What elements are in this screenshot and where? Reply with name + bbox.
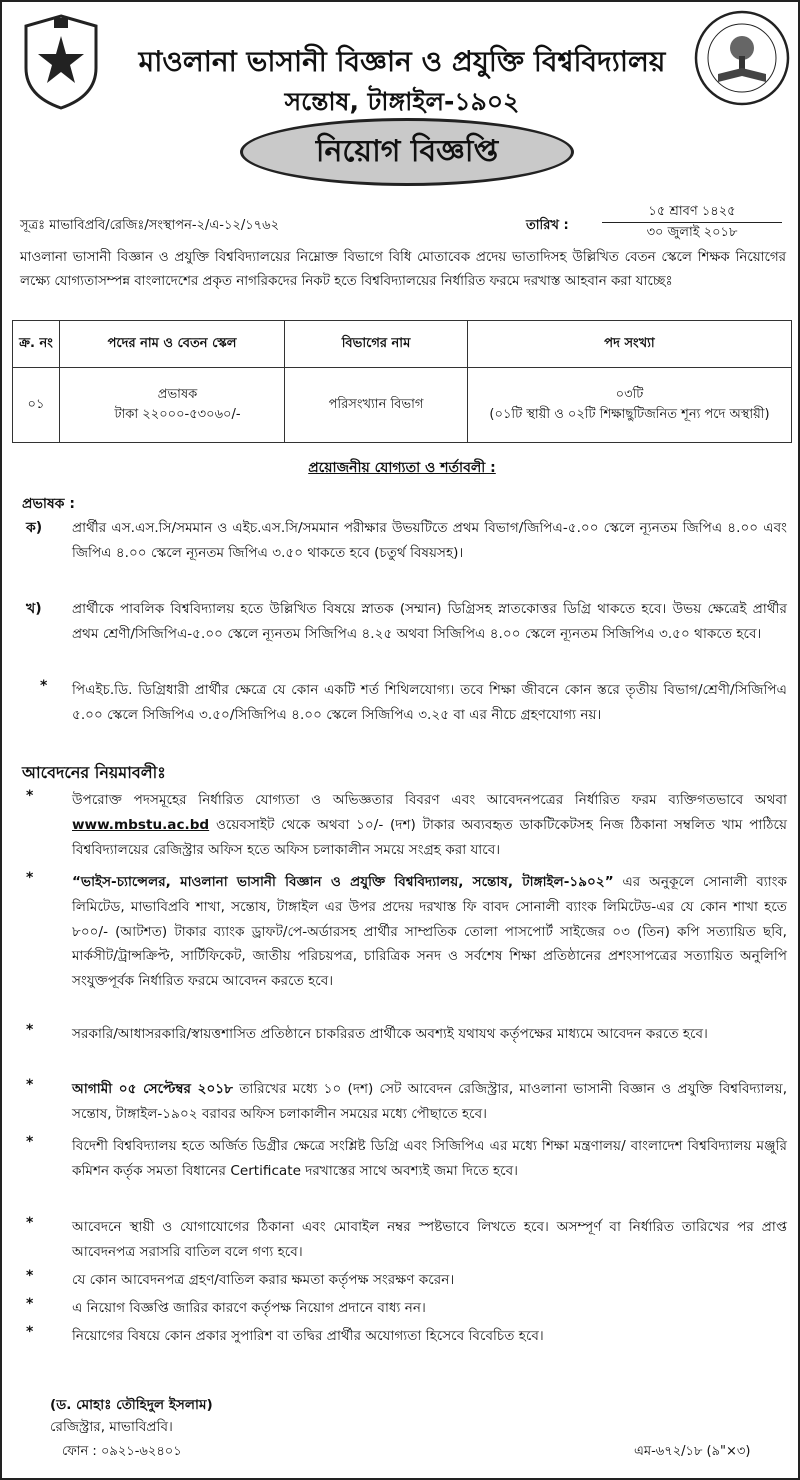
condition-item-1: প্রার্থীর এস.এস.সি/সমমান ও এইচ.এস.সি/সমমান পরীক্ষার উভয়টিতে প্রথম বিভাগ/জিপিএ-৫.০০ স্কেলে ন্যূনতম জিপিএ ৪.০০ এবং জিপিএ ৪.০০ স্কেলে ন্যূনতম জিপিএ ৩.৫০ থাকতে হবে (চতুর্থ বিষয়সহ)। [72,520,787,561]
rule-bullet: * [26,1134,34,1150]
rule-bullet: * [26,1296,34,1312]
signatory-designation: রেজিস্ট্রার, মাভাবিপ্রবি। [50,1419,173,1435]
condition-marker-3: * [40,678,48,694]
col-count: পদ সংখ্যা [468,321,792,368]
rule-4b: তারিখের মধ্যে ১০ (দশ) সেট আবেদন রেজিস্ট্রার, মাওলানা ভাসানী বিজ্ঞান ও প্রযুক্তি বিশ্ববিদ্যালয়, সন্তোষ, টাঙ্গাইল-১৯০২ বরাবর অফিস চলাকালীন সময়ের মধ্যে পৌছাতে হবে। [72,1081,788,1122]
post-name: প্রভাষক [157,387,198,402]
intro-paragraph: মাওলানা ভাসানী বিজ্ঞান ও প্রযুক্তি বিশ্ববিদ্যালয়ের নিম্নোক্ত বিভাগে বিধি মোতাবেক প্রদেয় ভাতাদিসহ উল্লিখিত বেতন স্কেলে শিক্ষক নিয়োগের লক্ষ্যে যোগ্যতাসম্পন্ন বাংলাদেশের প্রকৃত নাগরিকদের নিকট হতে বিশ্ববিদ্যালয়ের নির্ধারিত ফরমে দরখাস্ত আহবান করা যাচ্ছেঃ [20,250,786,289]
condition-marker-1: ক) [26,520,43,536]
date-english: ৩০ জুলাই ২০১৮ [646,225,738,240]
rule-1a: উপরোক্ত পদসমূহের নির্ধারিত যোগ্যতা ও অভিজ্ঞতার বিবরণ এবং আবেদনপত্রের নির্ধারিত ফরম ব্যক্তিগতভাবে অথবা [72,792,787,808]
rules-heading: আবেদনের নিয়মাবলীঃ [22,763,166,782]
rule-4a: আগামী ০৫ সেপ্টেম্বর ২০১৮ [72,1081,233,1097]
signatory [50,1394,213,1438]
phone-number: ফোন : ০৯২১-৬২৪০১ [62,1444,182,1459]
memo-reference: সূত্রঃ মাভাবিপ্রবি/রেজিঃ/সংস্থাপন-২/এ-১২/১৭৬২ [20,218,280,233]
post-count-detail: (০১টি স্থায়ী ও ০২টি শিক্ষাছুটিজনিত শূন্য পদে অস্থায়ী) [489,407,770,422]
notice-header [2,2,800,202]
rule-item-2 [72,870,787,994]
post-count: ০৩টি [615,387,644,402]
post-heading: প্রভাষক : [22,496,75,512]
rule-item-7: যে কোন আবেদনপত্র গ্রহণ/বাতিল করার ক্ষমতা কর্তৃপক্ষ সংরক্ষণ করেন। [72,1272,455,1288]
rule-item-9: নিয়োগের বিষয়ে কোন প্রকার সুপারিশ বা তদ্বির প্রার্থীর অযোগ্যতা হিসেবে বিবেচিত হবে। [72,1328,544,1344]
vacancy-table [12,320,792,443]
table-row [13,368,792,443]
rule-2a: “ভাইস-চ্যান্সেলর, মাওলানা ভাসানী বিজ্ঞান ও প্রযুক্তি বিশ্ববিদ্যালয়, সন্তোষ, টাঙ্গাইল-১৯০২” [72,874,614,890]
university-name: মাওলানা ভাসানী বিজ্ঞান ও প্রযুক্তি বিশ্ববিদ্যালয় [138,45,666,78]
row-department: পরিসংখ্যান বিভাগ [285,368,468,443]
col-serial: ক্র. নং [13,321,60,368]
website-link[interactable]: www.mbstu.ac.bd [72,816,210,833]
rule-1b: ওয়েবসাইট থেকে অথবা ১০/- (দশ) টাকার অব্যবহৃত ডাকটিকেটসহ নিজ ঠিকানা সম্বলিত খাম পাঠিয়ে বিশ্ববিদ্যালয়ের রেজিস্ট্রার অফিস হতে অফিস চলাকালীন সময়ে সংগ্রহ করা যাবে। [72,816,787,858]
condition-marker-2: খ) [26,601,42,617]
rule-bullet: * [26,788,34,804]
rule-bullet: * [26,1215,34,1231]
condition-item-3: পিএইচ.ডি. ডিগ্রিধারী প্রার্থীর ক্ষেত্রে যে কোন একটি শর্ত শিথিলযোগ্য। তবে শিক্ষা জীবনে কোন স্তরে তৃতীয় বিভাগ/শ্রেণী/সিজিপিএ ৫.০০ স্কেলে সিজিপিএ ৩.৫০/সিজিপিএ ৪.০০ স্কেলে সিজিপিএ ৩.২৫ বা এর নীচে গ্রহণযোগ্য নয়। [72,682,787,723]
date-bangla: ১৫ শ্রাবণ ১৪২৫ [602,202,782,223]
row-post [60,368,285,443]
rule-2b: এর অনুকূলে সোনালী ব্যাংক লিমিটেড, মাভাবিপ্রবি শাখা, সন্তোষ, টাঙ্গাইল এর উপর প্রদেয় দরখাস্ত ফি বাবদ সোনালী ব্যাংক লিমিটেড-এর যে কোন শাখা হতে ৮০০/- (আটশত) টাকার ব্যাংক ড্রাফট/পে-অর্ডারসহ প্রার্থীর সাম্প্রতিক তোলা পাসপোর্ট সাইজের ০৩ (তিন) কপি সত্যায়িত ছবি, মার্কসীট/ট্রান্সক্রিপ্ট, সার্টিফিকেট, জাতীয় পরিচয়পত্র, চারিত্রিক সনদ ও সর্বশেষ শিক্ষা প্রতিষ্ঠানের প্রশংসাপত্রের সত্যায়িত অনুলিপি সংযুক্তপূর্বক নির্ধারিত ফরমে আবেদন করতে হবে। [72,874,788,990]
notice-date [602,202,782,243]
rule-bullet: * [26,870,34,886]
university-address: সন্তোষ, টাঙ্গাইল-১৯০২ [284,87,520,116]
date-label: তারিখ : [526,218,569,233]
signatory-name: (ড. মোহাঃ তৌহিদুল ইসলাম) [50,1397,213,1413]
conditions-heading: প্রয়োজনীয় যোগ্যতা ও শর্তাবলী : [308,460,496,476]
rule-item-1 [72,788,787,862]
condition-item-2: প্রার্থীকে পাবলিক বিশ্ববিদ্যালয় হতে উল্লিখিত বিষয়ে স্নাতক (সম্মান) ডিগ্রিসহ স্নাতকোত্তর ডিগ্রি থাকতে হবে। উভয় ক্ষেত্রেই প্রার্থীর প্রথম শ্রেণী/সিজিপিএ-৫.০০ স্কেলে ন্যূনতম সিজিপিএ ৪.২৫ অথবা সিজিপিএ ৪.০০ স্কেলে ন্যূনতম সিজিপিএ ৩.৫০ থাকতে হবে। [72,601,787,642]
rule-bullet: * [26,1324,34,1340]
notice-title: নিয়োগ বিজ্ঞপ্তি [240,118,574,186]
rule-item-5: বিদেশী বিশ্ববিদ্যালয় হতে অর্জিত ডিগ্রীর ক্ষেত্রে সংশ্লিষ্ট ডিগ্রি এবং সিজিপিএ এর মধ্যে শিক্ষা মন্ত্রণালয়/ বাংলাদেশ বিশ্ববিদ্যালয় মঞ্জুরি কমিশন কর্তৃক সমতা বিধানের Certificate দরখাস্তের সাথে অবশ্যই জমা দিতে হবে। [72,1138,787,1179]
post-scale: টাকা ২২০০০-৫৩০৬০/- [114,407,241,422]
rule-bullet: * [26,1077,34,1093]
row-serial: ০১ [13,368,60,443]
sheikh-hasina-initiative-logo-icon [692,8,792,108]
rule-item-3: সরকারি/আধাসরকারি/স্বায়ত্তশাসিত প্রতিষ্ঠানে চাকরিরত প্রার্থীকে অবশ্যই যথাযথ কর্তৃপক্ষের মাধ্যমে আবেদন করতে হবে। [72,1026,708,1042]
col-post: পদের নাম ও বেতন স্কেল [60,321,285,368]
row-count [468,368,792,443]
rule-bullet: * [26,1022,34,1038]
table-header-row [13,321,792,368]
ad-code: এম-৬৭২/১৮ (৯"×৩) [634,1444,751,1459]
university-logo-icon [16,12,106,112]
rule-bullet: * [26,1268,34,1284]
rule-item-6: আবেদনে স্থায়ী ও যোগাযোগের ঠিকানা এবং মোবাইল নম্বর স্পষ্টভাবে লিখতে হবে। অসম্পূর্ণ বা নির্ধারিত তারিখের পর প্রাপ্ত আবেদনপত্র সরাসরি বাতিল বলে গণ্য হবে। [72,1219,787,1260]
rule-item-8: এ নিয়োগ বিজ্ঞপ্তি জারির কারণে কর্তৃপক্ষ নিয়োগ প্রদানে বাধ্য নন। [72,1300,426,1316]
rule-item-4 [72,1077,787,1127]
col-department: বিভাগের নাম [285,321,468,368]
